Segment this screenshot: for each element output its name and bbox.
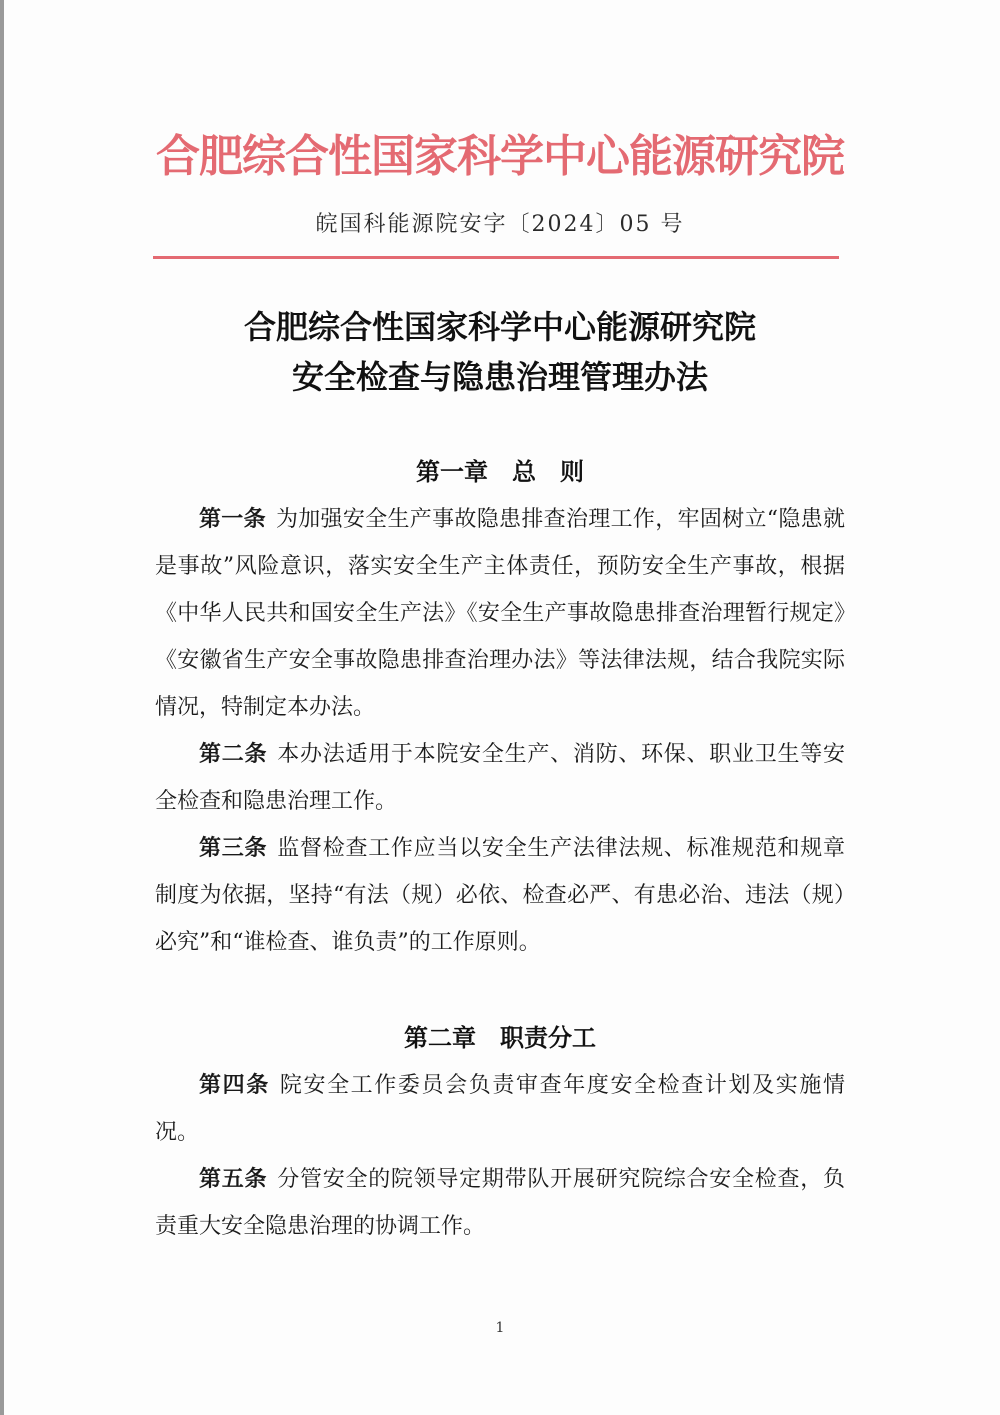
article-1 [155,496,845,731]
chapter-heading-1: 第一章 总 则 [416,458,584,486]
article-2 [155,731,845,825]
article-label: 第四条 [199,1073,270,1098]
article-text: 分管安全的院领导定期带队开展研究院综合安全检查，负责重大安全隐患治理的协调工作。 [155,1167,845,1239]
article-text: 院安全工作委员会负责审查年度安全检查计划及实施情况。 [155,1073,845,1145]
article-label: 第五条 [199,1167,268,1192]
document-title-line-2: 安全检查与隐患治理管理办法 [291,358,708,396]
page-number: 1 [495,1320,505,1336]
red-divider-line [153,256,839,259]
article-label: 第一条 [199,507,266,532]
document-title-line-1: 合肥综合性国家科学中心能源研究院 [243,308,756,346]
article-label: 第二条 [199,742,268,767]
article-3 [155,825,845,966]
article-5 [155,1156,845,1250]
article-text: 监督检查工作应当以安全生产法律法规、标准规范和规章制度为依据，坚持“有法（规）必依、检查必严、有患必治、违法（规）必究”和“谁检查、谁负责”的工作原则。 [155,836,845,955]
letterhead: 合肥综合性国家科学中心能源研究院 [156,131,844,182]
article-text: 本办法适用于本院安全生产、消防、环保、职业卫生等安全检查和隐患治理工作。 [155,742,845,814]
chapter-1-body [155,496,845,966]
article-text: 为加强安全生产事故隐患排查治理工作，牢固树立“隐患就是事故”风险意识，落实安全生产主体责任，预防安全生产事故，根据《中华人民共和国安全生产法》《安全生产事故隐患排查治理暂行规定》《安徽省生产安全事故隐患排查治理办法》等法律法规，结合我院实际情况，特制定本办法。 [155,507,845,720]
chapter-heading-2: 第二章 职责分工 [404,1024,596,1052]
chapter-2-body [155,1062,845,1250]
article-label: 第三条 [199,836,268,861]
document-number: 皖国科能源院安字〔2024〕05 号 [315,212,685,237]
article-4 [155,1062,845,1156]
